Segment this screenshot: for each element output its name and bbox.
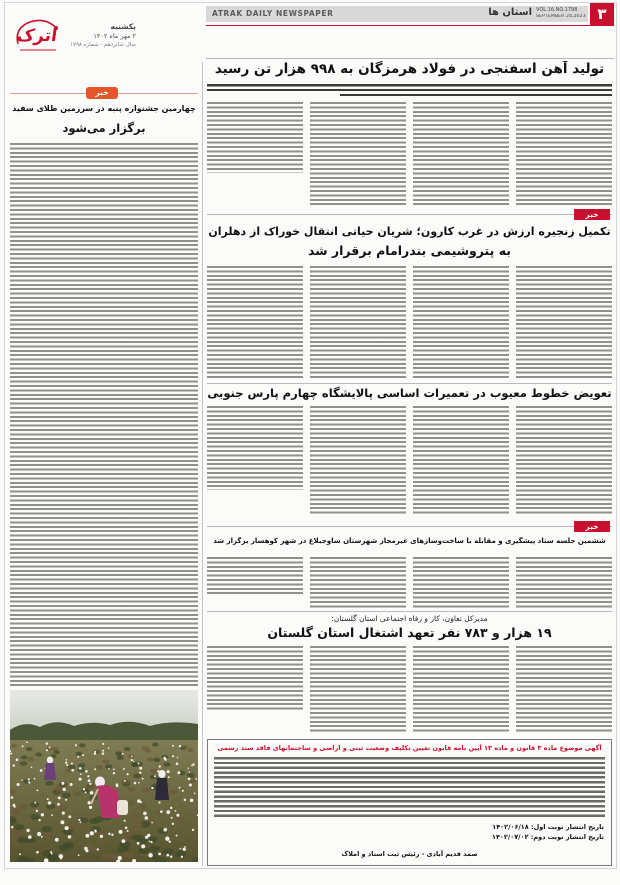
story-headline-line: تکمیل زنجیره ارزش در غرب کارون؛ شریان حیاتی انتقال خوراک از دهلران <box>208 225 611 238</box>
section-title: استان ها <box>488 7 532 18</box>
cotton-boll <box>46 742 48 744</box>
cotton-boll <box>40 769 43 772</box>
section-divider <box>207 214 612 215</box>
cotton-boll <box>88 801 91 804</box>
article-body-column <box>207 646 303 712</box>
cotton-boll <box>13 764 15 766</box>
cotton-boll <box>94 830 96 832</box>
cotton-boll <box>177 771 180 774</box>
cotton-plant <box>153 758 160 762</box>
cotton-boll <box>113 768 115 770</box>
cotton-plant <box>98 838 109 845</box>
cotton-plant <box>30 814 40 820</box>
cotton-plant <box>76 752 83 756</box>
article-body-column <box>310 646 406 734</box>
cotton-boll <box>89 783 91 785</box>
cotton-plant <box>187 773 195 778</box>
volume-number: VOL.16,NO.1798 <box>536 7 578 13</box>
cotton-boll <box>13 804 16 807</box>
cotton-plant <box>158 828 169 834</box>
cotton-boll <box>181 856 183 858</box>
cotton-boll <box>151 787 153 789</box>
story-lead <box>340 94 612 96</box>
cotton-boll <box>158 853 161 856</box>
cotton-boll <box>65 762 67 764</box>
cotton-boll <box>11 826 13 828</box>
cotton-plant <box>131 812 141 818</box>
cotton-plant <box>146 757 153 761</box>
cotton-boll <box>22 745 24 747</box>
cotton-boll <box>28 778 30 780</box>
cotton-boll <box>19 853 21 855</box>
article-body-column <box>310 557 406 608</box>
cotton-boll <box>171 817 173 819</box>
cotton-plant <box>21 755 28 759</box>
cotton-boll <box>108 747 110 749</box>
cotton-boll <box>82 754 84 756</box>
cotton-boll <box>195 778 197 780</box>
cotton-boll <box>149 841 151 843</box>
cotton-boll <box>49 747 51 749</box>
cotton-plant <box>14 824 24 830</box>
cotton-boll <box>133 761 134 762</box>
cotton-boll <box>179 787 181 789</box>
cotton-plant <box>150 769 158 774</box>
cotton-plant <box>63 829 74 835</box>
cotton-plant <box>138 804 147 810</box>
cotton-boll <box>46 749 48 751</box>
page-number: ۳ <box>597 5 607 23</box>
cotton-plant <box>117 756 124 760</box>
cotton-plant <box>115 751 122 755</box>
cotton-boll <box>36 789 38 791</box>
cotton-boll <box>28 835 32 839</box>
cotton-boll <box>65 826 69 830</box>
notice-second-publication: تاریخ انتشار نوبت دوم: ۱۴۰۲/۰۷/۰۲ <box>492 833 604 841</box>
cotton-boll <box>122 753 124 755</box>
cotton-boll <box>79 767 82 770</box>
cotton-boll <box>138 782 140 784</box>
cotton-boll <box>138 763 140 765</box>
cotton-boll <box>94 768 96 770</box>
cotton-boll <box>108 833 110 835</box>
story-lead <box>207 84 612 91</box>
logo-text: اترک <box>15 26 59 46</box>
cotton-plant <box>46 804 55 810</box>
cotton-boll <box>191 764 193 766</box>
cotton-boll <box>66 759 68 761</box>
cotton-boll <box>166 810 170 814</box>
cotton-boll <box>60 820 64 824</box>
cotton-plant <box>77 824 87 830</box>
issue-date-fa: ۲ مهر ماه ۱۴۰۲ <box>93 32 136 40</box>
article-body-column <box>413 406 509 516</box>
cotton-plant <box>149 845 160 852</box>
article-body-column <box>310 102 406 207</box>
article-body-column <box>207 266 303 380</box>
cotton-plant <box>17 837 28 844</box>
notice-signature: صمد قدیم آبادی - رئیس ثبت اسناد و املاک <box>341 850 478 858</box>
cotton-boll <box>170 855 172 857</box>
cotton-plant <box>136 762 143 766</box>
cotton-boll <box>26 741 28 743</box>
cotton-plant <box>174 851 186 858</box>
cotton-boll <box>194 792 196 794</box>
cotton-plant <box>62 793 71 798</box>
cotton-plant <box>28 757 35 761</box>
cotton-plant <box>26 747 33 751</box>
cotton-boll <box>31 767 33 769</box>
cotton-plant <box>144 748 151 752</box>
story-headline: ۱۹ هزار و ۷۸۳ نفر تعهد اشتغال استان گلستان <box>267 625 552 640</box>
cotton-boll <box>48 801 51 804</box>
cotton-boll <box>168 840 170 842</box>
cotton-boll <box>154 775 156 777</box>
cotton-boll <box>36 810 38 812</box>
section-divider <box>207 383 612 384</box>
cotton-boll <box>184 799 186 801</box>
cotton-plant <box>52 747 59 751</box>
story-kicker: مدیرکل تعاون، کار و رفاه اجتماعی استان گلستان: <box>331 614 488 623</box>
story-headline: تعویض خطوط معیوب در تعمیرات اساسی پالایشگاه چهارم پارس جنوبی <box>207 386 612 400</box>
cotton-boll <box>124 780 126 782</box>
cotton-plant <box>124 747 131 751</box>
cotton-boll <box>119 830 123 834</box>
cotton-boll <box>66 764 68 766</box>
cotton-boll <box>172 823 174 825</box>
section-divider <box>207 611 612 612</box>
cotton-boll <box>177 757 178 758</box>
cotton-boll <box>126 773 128 775</box>
cotton-plant <box>138 847 149 854</box>
cotton-boll <box>55 838 59 842</box>
cotton-boll <box>148 853 153 858</box>
cotton-boll <box>85 834 89 838</box>
cotton-plant <box>78 763 86 768</box>
cotton-plant <box>102 759 109 763</box>
story-headline: تولید آهن اسفنجی در فولاد هرمزگان به ۹۹۸ هزار تن رسید <box>214 61 605 77</box>
cotton-plant <box>11 744 18 748</box>
article-body-column <box>310 266 406 380</box>
cotton-boll <box>90 831 94 835</box>
cotton-boll <box>188 768 189 769</box>
volume-info <box>536 7 586 21</box>
cotton-boll <box>88 779 91 782</box>
article-body-column <box>413 557 509 608</box>
cotton-plant <box>35 752 42 756</box>
article-body-column <box>207 102 303 173</box>
cotton-boll <box>134 782 137 785</box>
cotton-boll <box>89 806 92 809</box>
cotton-boll <box>113 772 115 774</box>
cotton-plant <box>63 842 74 849</box>
cotton-boll <box>10 753 12 755</box>
cotton-boll <box>168 776 170 778</box>
cotton-plant <box>123 851 135 858</box>
cotton-boll <box>34 802 36 804</box>
cotton-boll <box>124 820 126 822</box>
cotton-boll <box>51 814 53 816</box>
cotton-boll <box>57 803 60 806</box>
cotton-boll <box>167 770 170 773</box>
cotton-boll <box>131 759 133 761</box>
article-body-column <box>516 266 612 380</box>
cotton-boll <box>176 763 179 766</box>
cotton-boll <box>79 778 82 781</box>
cotton-plant <box>96 765 104 770</box>
legal-notice-box <box>207 739 612 866</box>
cotton-boll <box>141 844 145 848</box>
notice-body <box>214 757 605 819</box>
cotton-boll <box>111 834 113 836</box>
cotton-boll <box>163 757 166 760</box>
cotton-boll <box>84 847 88 851</box>
cotton-boll <box>139 772 141 774</box>
notice-title: آگهی موضوع ماده ۳ قانون و ماده ۱۳ آیین نامه قانون تعیین تکلیف وضعیت ثبتی و اراضی و ساختمانهای فاقد سند رسمی <box>217 744 602 752</box>
cotton-plant <box>58 805 67 811</box>
cotton-plant <box>20 761 27 765</box>
cotton-boll <box>116 784 119 787</box>
issue-day: یکشنبه <box>110 22 136 31</box>
cotton-boll <box>143 812 147 816</box>
cotton-boll <box>160 810 163 813</box>
cotton-boll <box>11 796 14 799</box>
article-body-column <box>413 646 509 734</box>
cotton-boll <box>65 799 67 801</box>
cotton-boll <box>158 802 160 804</box>
cotton-boll <box>172 745 174 747</box>
cotton-boll <box>41 813 44 816</box>
english-date: SEPTEMBER 24,2023 <box>536 13 586 19</box>
article-body-column <box>516 557 612 608</box>
cotton-boll <box>188 778 191 781</box>
cotton-boll <box>21 779 22 780</box>
column-divider <box>202 62 203 866</box>
article-body-column <box>310 406 406 516</box>
cotton-boll <box>175 810 177 812</box>
cotton-plant <box>175 818 185 824</box>
cotton-boll <box>140 801 142 803</box>
cotton-boll <box>37 832 41 836</box>
section-divider <box>207 526 612 527</box>
story-headline: ششمین جلسه ستاد پیشگیری و مقابله با ساخت‌وسازهای غیرمجاز شهرستان ساوجبلاغ در شهر کوهسار برگزار شد <box>213 537 606 545</box>
cotton-boll <box>85 791 87 793</box>
cotton-plant <box>45 781 53 786</box>
cotton-plant <box>89 818 99 824</box>
cotton-boll <box>26 829 29 832</box>
cotton-plant <box>87 784 95 789</box>
cotton-boll <box>83 788 85 790</box>
cotton-boll <box>118 856 122 860</box>
article-body-column <box>10 143 198 688</box>
cotton-plant <box>127 787 136 792</box>
cotton-plant <box>47 853 59 860</box>
cotton-plant <box>187 748 194 752</box>
cotton-boll <box>28 781 30 783</box>
cotton-plant <box>53 750 60 754</box>
cotton-boll <box>78 854 80 856</box>
cotton-boll <box>38 819 40 821</box>
cotton-boll <box>190 799 193 802</box>
cotton-boll <box>179 745 181 747</box>
cotton-boll <box>165 837 169 841</box>
article-body-column <box>516 102 612 207</box>
article-body-column <box>516 646 612 734</box>
cotton-boll <box>60 858 62 860</box>
side-headline-line: چهارمین جشنواره پنبه در سرزمین طلای سفید <box>12 104 196 113</box>
cotton-boll <box>180 848 182 850</box>
cotton-boll <box>80 821 82 823</box>
cotton-boll <box>151 822 153 824</box>
cotton-boll <box>47 798 49 800</box>
cotton-boll <box>58 796 61 799</box>
cotton-boll <box>127 830 129 832</box>
cotton-boll <box>150 841 152 843</box>
cotton-boll <box>78 819 80 821</box>
cotton-boll <box>108 768 109 769</box>
cotton-plant <box>133 821 143 827</box>
cotton-boll <box>62 812 65 815</box>
cotton-boll <box>68 815 71 818</box>
cotton-boll <box>77 756 79 758</box>
header-divider <box>206 58 614 59</box>
cotton-plant <box>73 791 82 796</box>
cotton-plant <box>11 808 21 814</box>
cotton-boll <box>102 752 104 754</box>
cotton-boll <box>183 848 186 851</box>
cotton-boll <box>163 828 167 832</box>
cotton-boll <box>122 839 126 843</box>
cotton-boll <box>189 783 192 786</box>
article-body-column <box>413 102 509 207</box>
side-headline-line: برگزار می‌شود <box>62 121 146 135</box>
article-body-column <box>413 266 509 380</box>
cotton-boll <box>70 783 73 786</box>
cotton-boll <box>87 775 89 777</box>
cotton-boll <box>100 835 103 838</box>
article-body-column <box>516 406 612 516</box>
cotton-boll <box>142 778 144 780</box>
cotton-boll <box>166 854 169 857</box>
cotton-boll <box>170 807 172 809</box>
cotton-boll <box>137 842 140 845</box>
cotton-plant <box>133 774 141 779</box>
cotton-boll <box>34 778 36 780</box>
cotton-boll <box>139 767 142 770</box>
issue-date-block <box>64 22 136 56</box>
cotton-boll <box>71 763 73 765</box>
cotton-boll <box>94 751 96 753</box>
cotton-plant <box>150 775 158 780</box>
cotton-plant <box>152 743 159 747</box>
article-body-column <box>207 406 303 490</box>
cotton-boll <box>36 851 39 854</box>
cotton-boll <box>97 848 99 850</box>
cotton-boll <box>159 765 161 767</box>
cotton-boll <box>145 836 148 839</box>
cotton-boll <box>41 836 43 838</box>
cotton-boll <box>80 773 82 775</box>
paper-name-en: ATRAK DAILY NEWSPAPER <box>212 9 334 18</box>
cotton-boll <box>192 829 194 831</box>
cotton-boll <box>189 771 190 772</box>
cotton-plant <box>141 788 150 793</box>
cotton-boll <box>50 851 52 853</box>
cotton-boll <box>16 758 19 761</box>
cotton-boll <box>102 743 104 745</box>
cotton-boll <box>184 846 186 848</box>
cotton-boll <box>172 755 174 757</box>
cotton-boll <box>102 750 104 752</box>
issue-number-fa: سال شانزدهم - شماره ۱۷۹۸ <box>70 42 136 48</box>
cotton-field-photo <box>10 690 198 862</box>
cotton-boll <box>71 769 74 772</box>
cotton-boll <box>131 755 133 757</box>
cotton-boll <box>85 770 88 773</box>
cotton-boll <box>182 790 184 792</box>
cotton-boll <box>17 783 20 786</box>
cotton-boll <box>123 768 125 770</box>
cotton-boll <box>75 744 77 746</box>
masthead-underline <box>206 25 614 26</box>
atrak-logo <box>12 14 62 56</box>
cotton-plant <box>79 743 86 747</box>
story-headline-line: به پتروشیمی بندرامام برقرار شد <box>308 243 511 258</box>
side-kicker-badge: خبر <box>86 87 118 99</box>
cotton-plant <box>19 804 28 810</box>
news-label: خبر <box>574 209 610 220</box>
notice-first-publication: تاریخ انتشار نوبت اول: ۱۴۰۲/۰۶/۱۸ <box>492 823 604 831</box>
cotton-plant <box>169 790 178 795</box>
cotton-boll <box>125 827 128 830</box>
cotton-boll <box>145 816 149 820</box>
news-label: خبر <box>574 521 610 532</box>
cotton-boll <box>61 782 64 785</box>
cotton-boll <box>63 788 66 791</box>
cotton-boll <box>176 835 178 837</box>
cotton-plant <box>41 826 51 832</box>
cotton-boll <box>68 835 72 839</box>
cotton-boll <box>90 791 93 794</box>
page-number-badge <box>590 3 614 25</box>
cotton-plant <box>163 762 170 766</box>
cotton-boll <box>176 814 179 817</box>
cotton-plant <box>181 745 188 749</box>
article-body-column <box>207 557 303 595</box>
